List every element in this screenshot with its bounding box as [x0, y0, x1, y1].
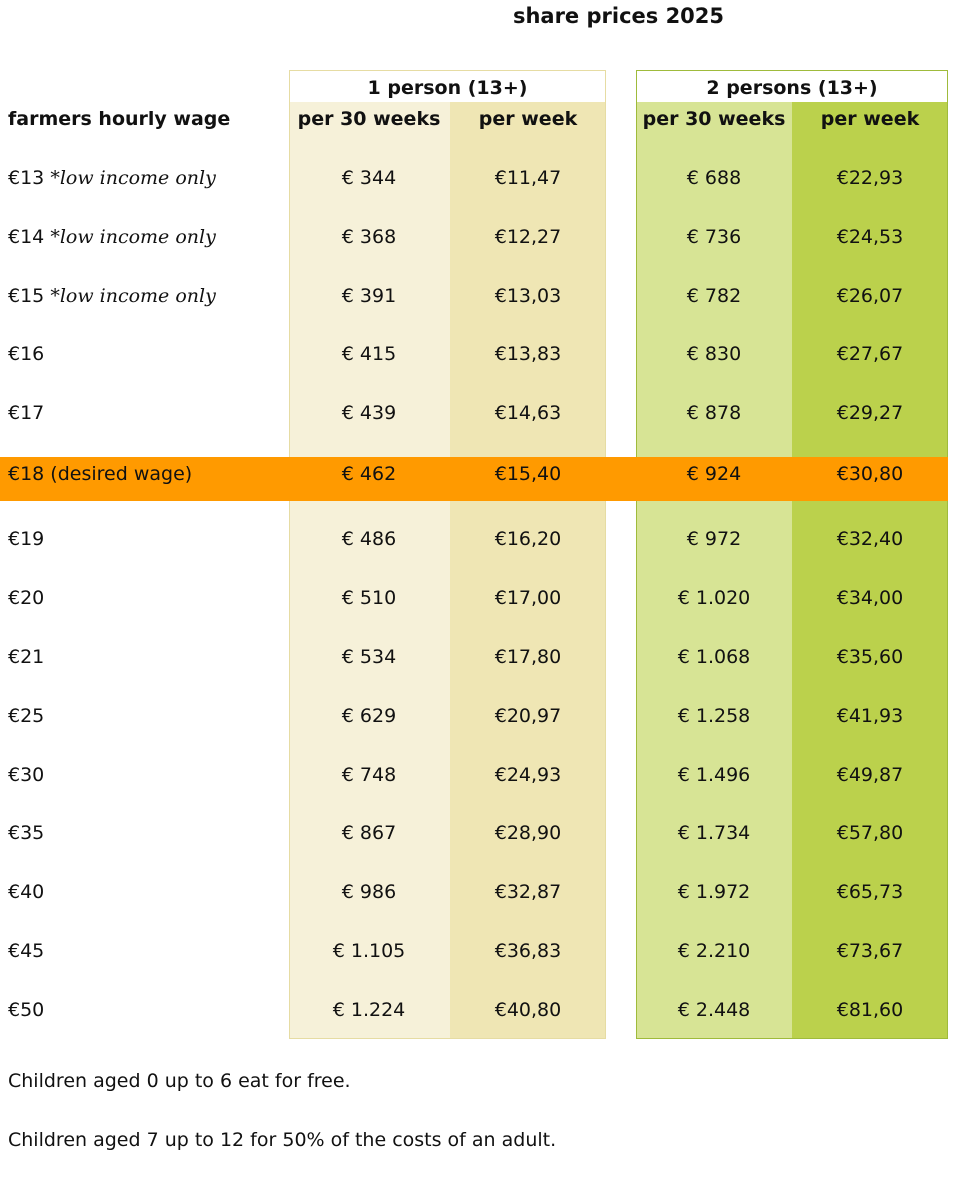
wage-label — [8, 334, 44, 374]
wage-value: €30 — [8, 764, 45, 786]
table-row — [0, 696, 971, 736]
table-row — [0, 637, 971, 677]
wage-label — [8, 637, 44, 677]
wage-value: €45 — [8, 940, 45, 962]
table-row — [0, 990, 971, 1030]
wage-label — [8, 696, 44, 736]
price-2p-week: €34,00 — [836, 587, 904, 609]
wage-label — [8, 990, 44, 1030]
wage-label — [8, 872, 44, 912]
header-1p-per-30-weeks: per 30 weeks — [297, 108, 441, 130]
price-2p-30-weeks: € 830 — [686, 343, 742, 365]
price-1p-30-weeks: € 867 — [341, 822, 397, 844]
price-1p-week: €13,03 — [494, 285, 562, 307]
price-1p-30-weeks: € 486 — [341, 528, 397, 550]
price-1p-week: €17,80 — [494, 646, 562, 668]
price-2p-30-weeks: € 1.258 — [677, 705, 751, 727]
wage-label — [8, 457, 192, 501]
page-title: share prices 2025 — [512, 4, 725, 28]
price-2p-week: €49,87 — [836, 764, 904, 786]
price-2p-week: €35,60 — [836, 646, 904, 668]
price-1p-week: €32,87 — [494, 881, 562, 903]
table-row-highlighted — [0, 457, 948, 501]
price-1p-30-weeks: € 462 — [341, 463, 397, 485]
table-row — [0, 519, 971, 559]
price-1p-30-weeks: € 415 — [341, 343, 397, 365]
price-1p-30-weeks: € 368 — [341, 226, 397, 248]
wage-value: €13 — [8, 167, 45, 189]
price-1p-30-weeks: € 748 — [341, 764, 397, 786]
wage-value: €19 — [8, 528, 45, 550]
price-2p-30-weeks: € 736 — [686, 226, 742, 248]
wage-label — [8, 813, 44, 853]
wage-value: €17 — [8, 402, 45, 424]
price-2p-30-weeks: € 924 — [686, 463, 742, 485]
price-1p-week: €11,47 — [494, 167, 562, 189]
wage-value: €16 — [8, 343, 45, 365]
table-row — [0, 872, 971, 912]
price-2p-30-weeks: € 972 — [686, 528, 742, 550]
price-1p-week: €36,83 — [494, 940, 562, 962]
group-header-2-persons: 2 persons (13+) — [637, 71, 947, 102]
price-2p-week: €65,73 — [836, 881, 904, 903]
price-1p-30-weeks: € 986 — [341, 881, 397, 903]
header-hourly-wage: farmers hourly wage — [8, 108, 231, 130]
table-row — [0, 276, 971, 316]
price-1p-30-weeks: € 629 — [341, 705, 397, 727]
header-1p-per-week: per week — [478, 108, 578, 130]
table-row — [0, 217, 971, 257]
price-2p-30-weeks: € 1.734 — [677, 822, 751, 844]
table-row — [0, 334, 971, 374]
price-1p-week: €28,90 — [494, 822, 562, 844]
price-1p-week: €16,20 — [494, 528, 562, 550]
wage-label — [8, 217, 216, 257]
price-2p-week: €24,53 — [836, 226, 904, 248]
price-2p-week: €81,60 — [836, 999, 904, 1021]
wage-value: €50 — [8, 999, 45, 1021]
price-2p-week: €32,40 — [836, 528, 904, 550]
footnote-free: Children aged 0 up to 6 eat for free. — [8, 1070, 351, 1092]
price-1p-week: €20,97 — [494, 705, 562, 727]
wage-value: €40 — [8, 881, 45, 903]
price-2p-week: €26,07 — [836, 285, 904, 307]
price-1p-30-weeks: € 391 — [341, 285, 397, 307]
price-2p-30-weeks: € 688 — [686, 167, 742, 189]
wage-label — [8, 755, 44, 795]
price-1p-week: €12,27 — [494, 226, 562, 248]
header-2p-per-30-weeks: per 30 weeks — [642, 108, 786, 130]
price-1p-30-weeks: € 1.224 — [332, 999, 406, 1021]
price-1p-30-weeks: € 439 — [341, 402, 397, 424]
table-row — [0, 578, 971, 618]
wage-value: €35 — [8, 822, 45, 844]
wage-value: €15 — [8, 285, 45, 307]
wage-value: €25 — [8, 705, 45, 727]
price-1p-week: €15,40 — [494, 463, 562, 485]
price-2p-week: €30,80 — [836, 463, 904, 485]
price-2p-30-weeks: € 782 — [686, 285, 742, 307]
price-1p-week: €14,63 — [494, 402, 562, 424]
price-1p-30-weeks: € 1.105 — [332, 940, 406, 962]
price-2p-30-weeks: € 1.496 — [677, 764, 751, 786]
header-2p-per-week: per week — [820, 108, 920, 130]
price-1p-week: €40,80 — [494, 999, 562, 1021]
wage-value: €18 (desired wage) — [8, 463, 193, 485]
price-1p-30-weeks: € 534 — [341, 646, 397, 668]
table-row — [0, 813, 971, 853]
price-1p-week: €17,00 — [494, 587, 562, 609]
low-income-note: *low income only — [50, 167, 216, 189]
price-1p-week: €24,93 — [494, 764, 562, 786]
price-2p-30-weeks: € 878 — [686, 402, 742, 424]
wage-label — [8, 578, 44, 618]
price-1p-30-weeks: € 344 — [341, 167, 397, 189]
wage-value: €14 — [8, 226, 45, 248]
low-income-note: *low income only — [50, 285, 216, 307]
group-header-1-person: 1 person (13+) — [290, 71, 605, 102]
price-2p-30-weeks: € 1.068 — [677, 646, 751, 668]
price-2p-30-weeks: € 1.020 — [677, 587, 751, 609]
wage-label — [8, 276, 216, 316]
wage-label — [8, 158, 216, 198]
table-row — [0, 931, 971, 971]
footnote-half-price: Children aged 7 up to 12 for 50% of the costs of an adult. — [8, 1129, 557, 1151]
wage-value: €21 — [8, 646, 45, 668]
table-row — [0, 158, 971, 198]
price-2p-30-weeks: € 2.448 — [677, 999, 751, 1021]
table-row — [0, 393, 971, 433]
wage-label — [8, 393, 44, 433]
price-2p-week: €22,93 — [836, 167, 904, 189]
price-2p-30-weeks: € 1.972 — [677, 881, 751, 903]
price-2p-week: €29,27 — [836, 402, 904, 424]
low-income-note: *low income only — [50, 226, 216, 248]
price-2p-week: €27,67 — [836, 343, 904, 365]
wage-label — [8, 931, 44, 971]
price-1p-30-weeks: € 510 — [341, 587, 397, 609]
wage-label — [8, 519, 44, 559]
price-2p-30-weeks: € 2.210 — [677, 940, 751, 962]
wage-value: €20 — [8, 587, 45, 609]
table-row — [0, 755, 971, 795]
price-2p-week: €57,80 — [836, 822, 904, 844]
price-2p-week: €41,93 — [836, 705, 904, 727]
price-2p-week: €73,67 — [836, 940, 904, 962]
price-1p-week: €13,83 — [494, 343, 562, 365]
